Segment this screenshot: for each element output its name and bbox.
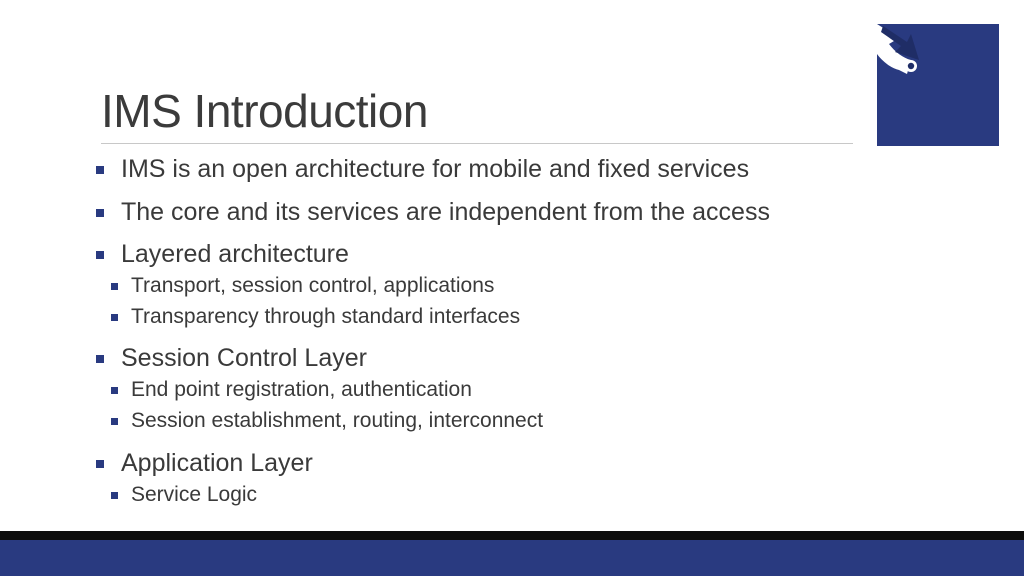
sub-bullet-item xyxy=(131,274,494,298)
bullet-text: End point registration, authentication xyxy=(131,378,472,401)
bullet-text: Session Control Layer xyxy=(121,344,367,372)
bullet-text: Application Layer xyxy=(121,449,313,477)
bullet-square-icon xyxy=(111,387,118,394)
arrow-exclamation-icon xyxy=(877,24,999,146)
bullet-square-icon xyxy=(96,166,104,174)
footer-divider xyxy=(0,531,1024,540)
bullet-text: Service Logic xyxy=(131,483,258,506)
sub-bullet-item xyxy=(131,378,472,402)
bullet-item xyxy=(121,240,349,269)
bullet-text: The core and its services are independent from the access xyxy=(121,198,770,226)
bullet-square-icon xyxy=(111,418,118,425)
sub-bullet-item xyxy=(131,305,520,329)
bullet-text: Transparency through standard interfaces xyxy=(131,305,521,328)
bullet-item xyxy=(121,344,367,373)
bullet-square-icon xyxy=(111,314,118,321)
bullet-item xyxy=(121,198,770,227)
footer-bar xyxy=(0,540,1024,576)
bullet-text: Layered architecture xyxy=(121,240,349,268)
bullet-square-icon xyxy=(111,492,118,499)
bullet-text: Transport, session control, applications xyxy=(131,274,495,297)
slide-title: IMS Introduction xyxy=(101,85,428,137)
bullet-item xyxy=(121,449,313,478)
bullet-square-icon xyxy=(96,209,104,217)
bullet-text: IMS is an open architecture for mobile and fixed services xyxy=(121,155,750,183)
bullet-square-icon xyxy=(96,251,104,259)
bullet-item xyxy=(121,155,749,184)
bullet-square-icon xyxy=(111,283,118,290)
bullet-square-icon xyxy=(96,355,104,363)
title-divider xyxy=(101,143,853,144)
sub-bullet-item xyxy=(131,409,543,433)
bullet-square-icon xyxy=(96,460,104,468)
bullet-text: Session establishment, routing, interconnect xyxy=(131,409,544,432)
sub-bullet-item xyxy=(131,483,257,507)
logo-box xyxy=(877,24,999,146)
